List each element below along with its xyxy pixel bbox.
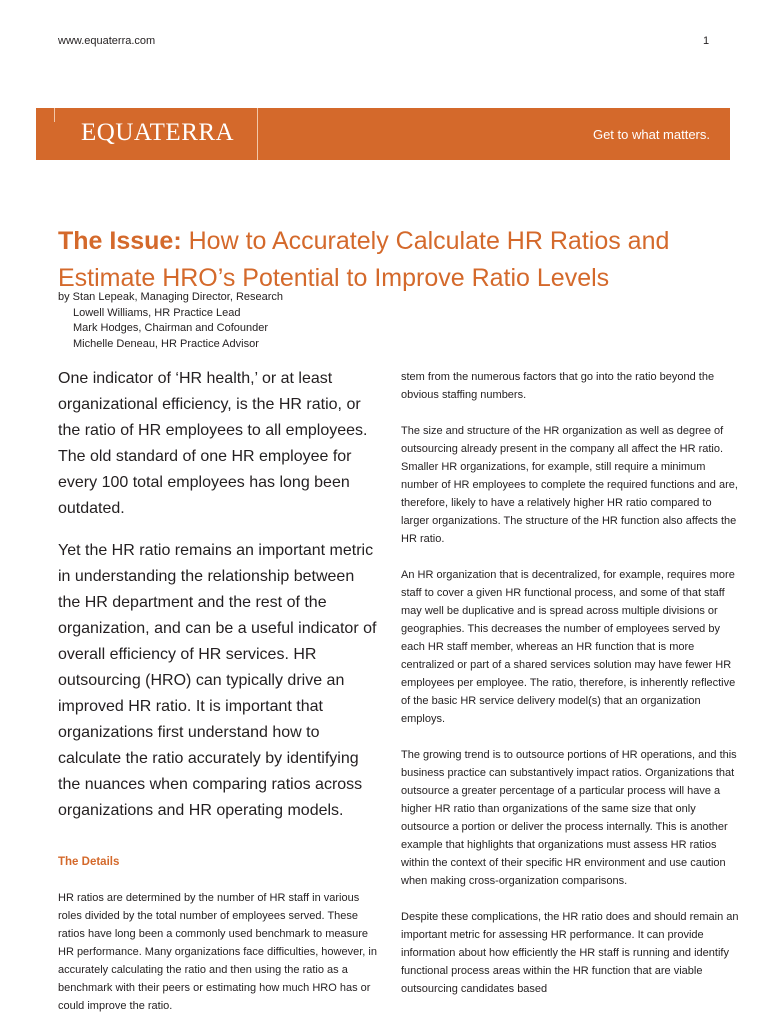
author-line: Michelle Deneau, HR Practice Advisor [73,337,259,350]
author-line: Mark Hodges, Chairman and Cofounder [73,322,269,334]
document-title [58,223,738,297]
body-paragraph: An HR organization that is decentralized, for example, requires more staff to cover a given HR functional process, and some of that staff may well be duplicative and is spread across multiple divisions or geographies. This decreases the number of employees served by each HR staff member, whereas an HR function that is more centralized or part of a shared services solution may have fewer HR employees per employee. The ratio, therefore, is inherently reflective of the basic HR service delivery model(s) that an organization employs. [401,569,736,725]
banner-divider [257,108,258,160]
title-text: How to Accurately Calculate HR Ratios and Estimate HRO’s Potential to Improve Ratio Levels [58,226,670,292]
left-column [58,366,378,1031]
author-line: Lowell Williams, HR Practice Lead [73,306,241,319]
equaterra-logo: EQUATERRA [81,119,235,146]
body-paragraph: stem from the numerous factors that go into the ratio beyond the obvious staffing numbers. [401,371,715,401]
author-line: by Stan Lepeak, Managing Director, Research [58,291,284,303]
body-paragraph: Despite these complications, the HR ratio does and should remain an important metric for assessing HR performance. It can provide information about how efficiently the HR staff is running and identify functional process areas within the HR function that are viable outsourcing candidates based [401,911,739,995]
body-paragraph: HR ratios are determined by the number of HR staff in various roles divided by the total number of employees served. These ratios have long been a commonly used benchmark to measure HR performance. Many organizations face difficulties, however, in accurately calculating the ratio and then using the ratio as a benchmark with their peers or estimating how much HRO has or could improve the ratio. [58,892,377,1012]
page-number: 1 [703,35,710,47]
lead-paragraph: One indicator of ‘HR health,’ or at least organizational efficiency, is the HR ratio, or the ratio of HR employees to all employees. The old standard of one HR employee for every 100 total employees has long been outdated. [58,370,368,517]
section-heading: The Details [58,856,120,868]
banner-tagline: Get to what matters. [592,127,710,142]
website-url[interactable]: www.equaterra.com [58,35,156,47]
right-column [401,368,739,1016]
author-list [58,290,283,352]
brand-banner [36,108,730,160]
body-paragraph: The size and structure of the HR organization as well as degree of outsourcing already present in the company all affect the HR ratio. Smaller HR organizations, for example, still require a minimum number of HR employees to complete the required functions and are, therefore, likely to have a relatively higher HR ratio compared to larger organizations. The structure of the HR function also affects the HR ratio. [401,425,738,545]
title-issue-label: The Issue: [58,226,182,255]
body-paragraph: The growing trend is to outsource portions of HR operations, and this business practice can substantively impact ratios. Organizations that outsource a greater percentage of a particular process will have a higher HR ratio than organizations of the same size that only outsource a portion or deliver the process internally. This is another example that highlights that organizations must assess HR ratios within the context of their specific HR environment and use caution when making cross-organization comparisons. [401,749,737,887]
lead-paragraph: Yet the HR ratio remains an important metric in understanding the relationship between the HR department and the rest of the organization, and can be a useful indicator of overall efficiency of HR services. HR outsourcing (HRO) can typically drive an improved HR ratio. It is important that organizations first understand how to calculate the ratio accurately by identifying the nuances when comparing ratios across organizations and HR operating models. [58,542,377,819]
banner-tick-mark [54,108,55,122]
